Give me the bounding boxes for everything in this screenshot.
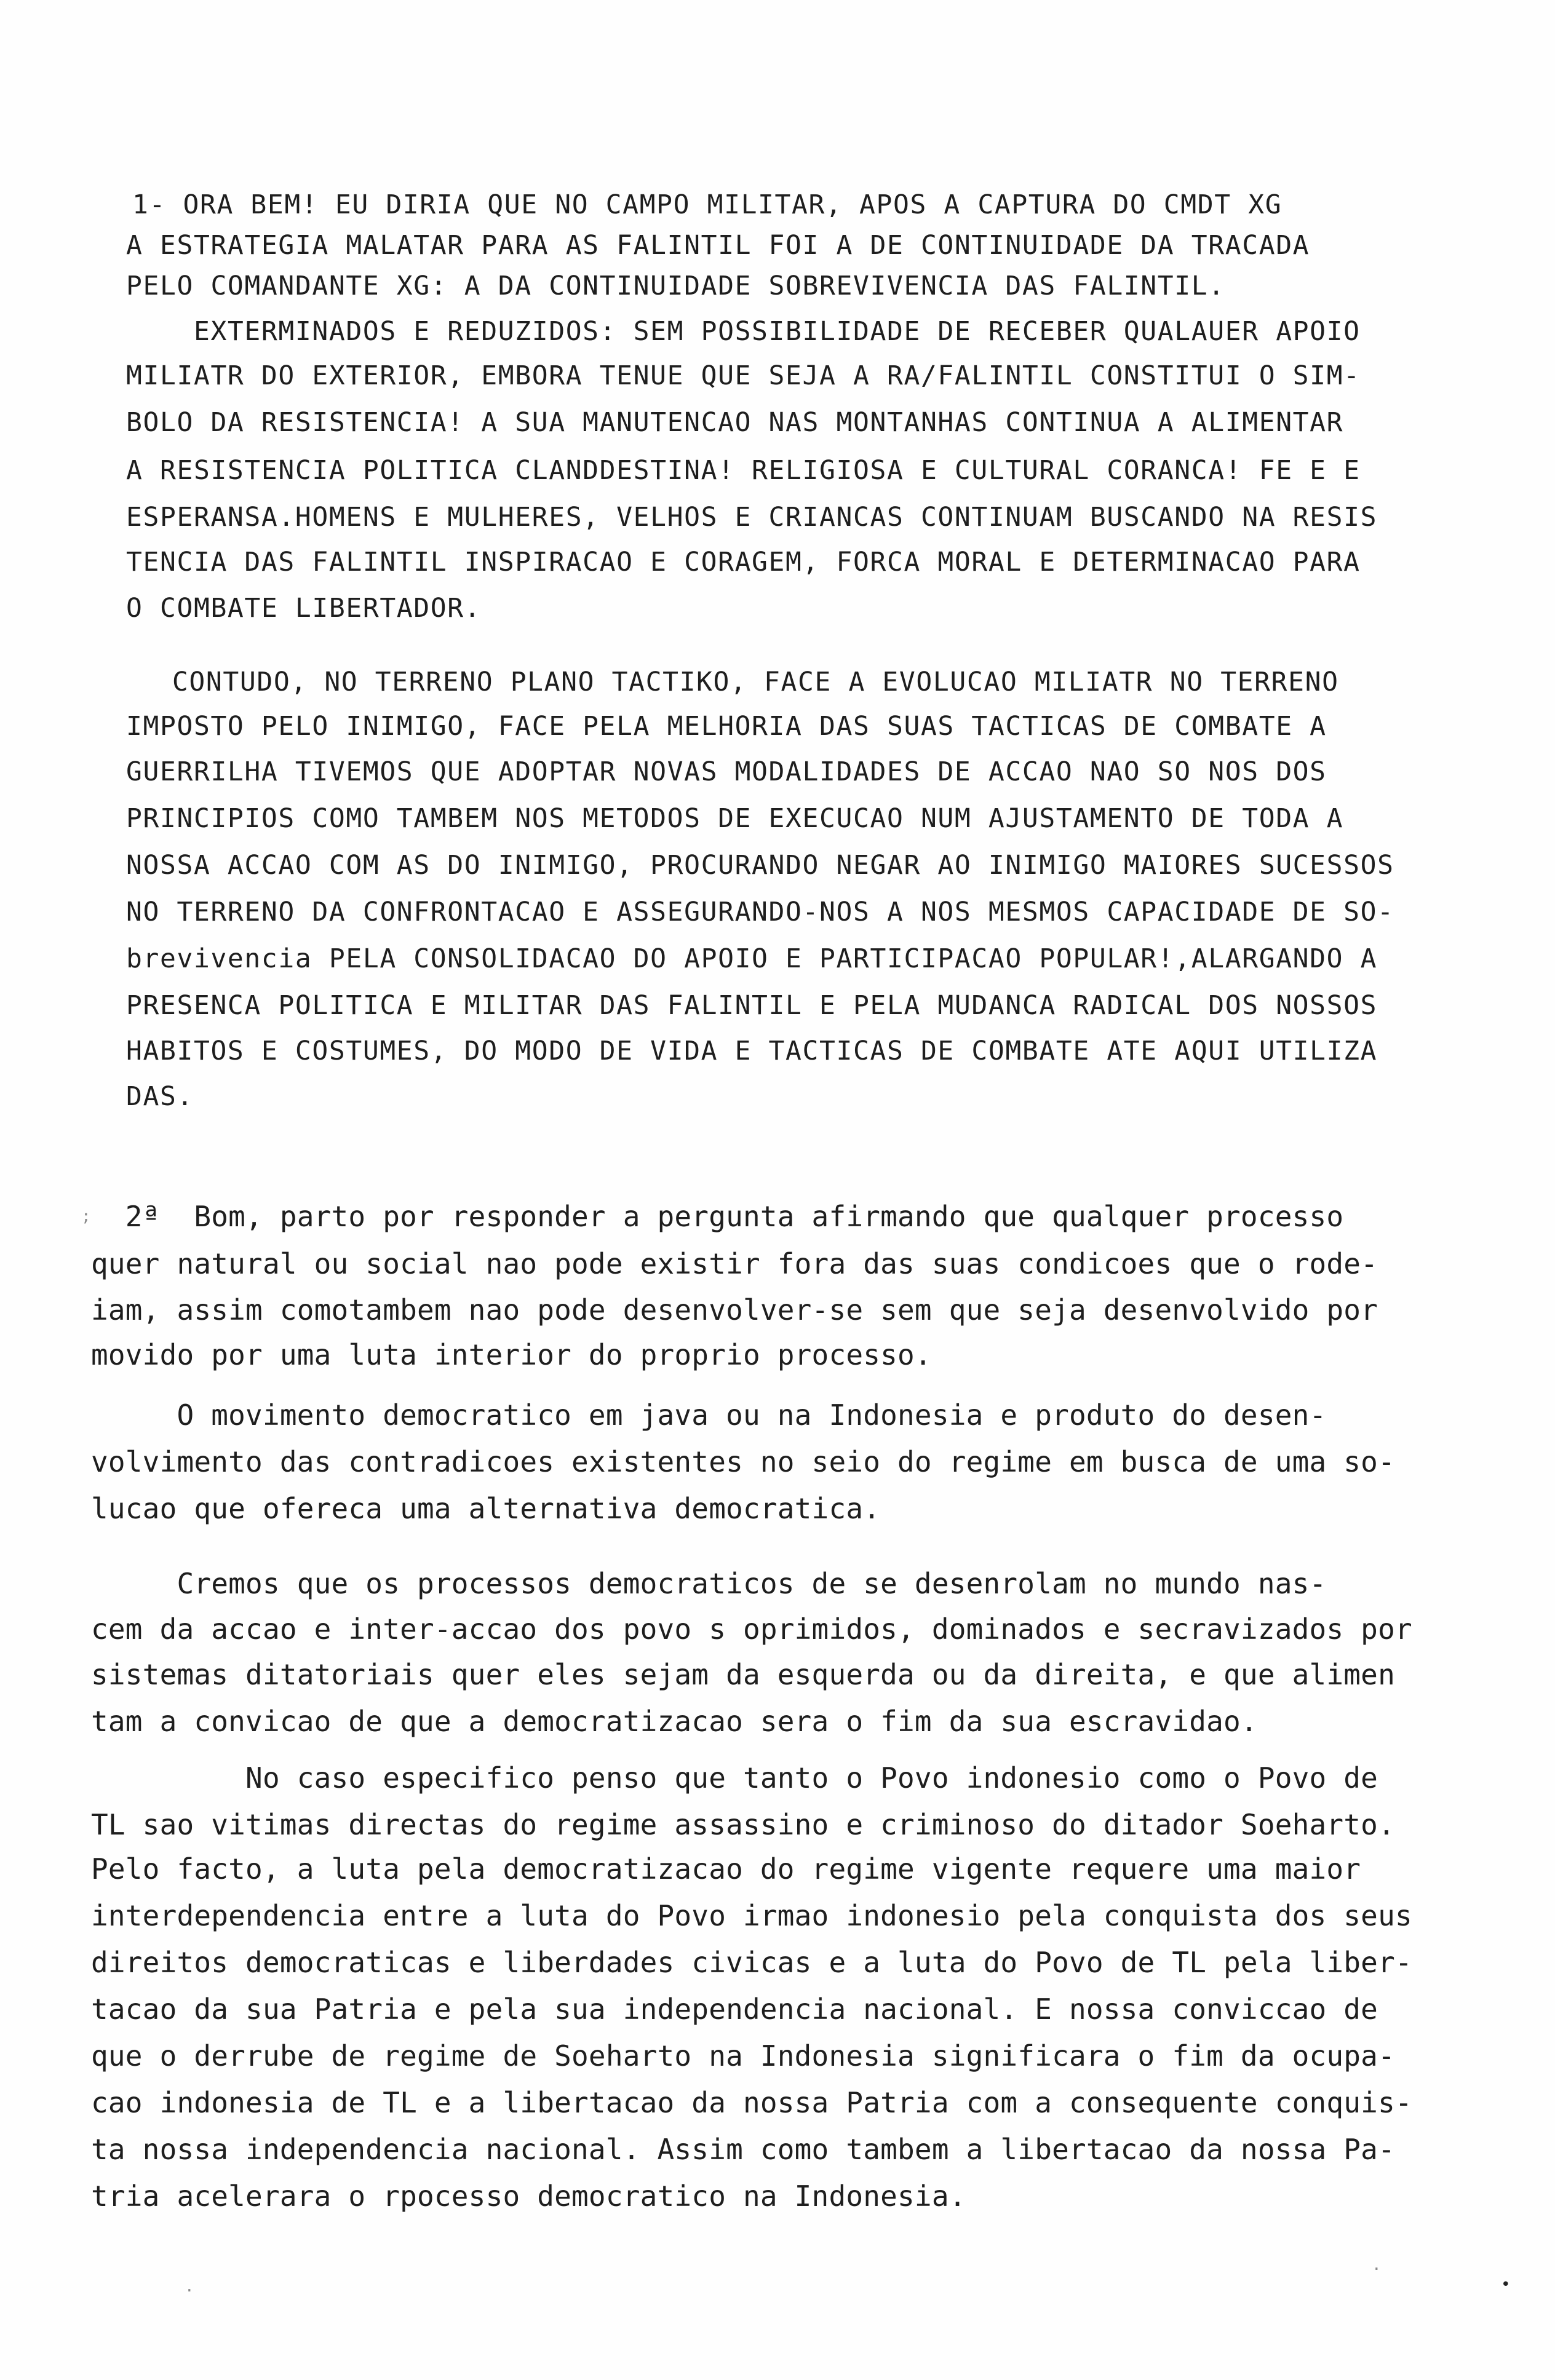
s1-p2-line-6: NO TERRENO DA CONFRONTACAO E ASSEGURANDO-NOS A NOS MESMOS CAPACIDADE DE SO- [126, 897, 1394, 927]
s2-p4-line-8: cao indonesia de TL e a libertacao da nossa Patria com a consequente conquis- [91, 2086, 1412, 2119]
s2-p1-line-1: 2ª Bom, parto por responder a pergunta afirmando que qualquer processo [91, 1200, 1344, 1233]
s2-p2-line-3: lucao que ofereca uma alternativa democratica. [91, 1492, 881, 1525]
s2-p2-line-2: volvimento das contradicoes existentes no seio do regime em busca de uma so- [91, 1445, 1395, 1478]
scan-speck: · [185, 2282, 194, 2300]
s1-line-5: MILIATR DO EXTERIOR, EMBORA TENUE QUE SEJA A RA/FALINTIL CONSTITUI O SIM- [126, 360, 1361, 391]
s2-p1-line-4: movido por uma luta interior do proprio processo. [91, 1338, 932, 1371]
s1-p2-line-10: DAS. [126, 1081, 194, 1112]
s1-p2-line-1: CONTUDO, NO TERRENO PLANO TACTIKO, FACE A EVOLUCAO MILIATR NO TERRENO [71, 667, 1339, 697]
s1-line-9: TENCIA DAS FALINTIL INSPIRACAO E CORAGEM, FORCA MORAL E DETERMINACAO PARA [126, 547, 1361, 577]
s1-line-8: ESPERANSA.HOMENS E MULHERES, VELHOS E CRIANCAS CONTINUAM BUSCANDO NA RESIS [126, 502, 1378, 533]
s2-p3-line-2: cem da accao e inter-accao dos povo s oprimidos, dominados e secravizados por [91, 1612, 1412, 1646]
s2-p2-line-1: O movimento democratico em java ou na Indonesia e produto do desen- [91, 1398, 1327, 1432]
s2-p1-line-2: quer natural ou social nao pode existir fora das suas condicoes que o rode- [91, 1247, 1378, 1280]
s1-line-2: A ESTRATEGIA MALATAR PARA AS FALINTIL FOI A DE CONTINUIDADE DA TRACADA [126, 230, 1310, 261]
s2-p4-line-10: tria acelerara o rpocesso democratico na Indonesia. [91, 2180, 966, 2213]
s1-p2-line-5: NOSSA ACCAO COM AS DO INIMIGO, PROCURANDO NEGAR AO INIMIGO MAIORES SUCESSOS [126, 850, 1394, 881]
s2-p4-line-5: direitos democraticas e liberdades civicas e a luta do Povo de TL pela liber- [91, 1946, 1412, 1979]
s1-p2-line-7: brevivencia PELA CONSOLIDACAO DO APOIO E PARTICIPACAO POPULAR!,ALARGANDO A [126, 943, 1378, 974]
s2-p3-line-3: sistemas ditatoriais quer eles sejam da esquerda ou da direita, e que alimen [91, 1658, 1395, 1691]
s2-p4-line-3: Pelo facto, a luta pela democratizacao do regime vigente requere uma maior [91, 1852, 1361, 1886]
s1-p2-line-3: GUERRILHA TIVEMOS QUE ADOPTAR NOVAS MODALIDADES DE ACCAO NAO SO NOS DOS [126, 756, 1327, 787]
s2-p1-line-3: iam, assim comotambem nao pode desenvolver-se sem que seja desenvolvido por [91, 1293, 1378, 1327]
s1-p2-line-4: PRINCIPIOS COMO TAMBEM NOS METODOS DE EXECUCAO NUM AJUSTAMENTO DE TODA A [126, 803, 1344, 834]
s1-line-3: PELO COMANDANTE XG: A DA CONTINUIDADE SOBREVIVENCIA DAS FALINTIL. [126, 271, 1225, 301]
s1-line-7: A RESISTENCIA POLITICA CLANDDESTINA! RELIGIOSA E CULTURAL CORANCA! FE E E [126, 455, 1361, 486]
s1-line-6: BOLO DA RESISTENCIA! A SUA MANUTENCAO NAS MONTANHAS CONTINUA A ALIMENTAR [126, 407, 1344, 438]
s2-p4-line-9: ta nossa independencia nacional. Assim como tambem a libertacao da nossa Pa- [91, 2133, 1395, 2166]
s2-p4-line-6: tacao da sua Patria e pela sua independencia nacional. E nossa conviccao de [91, 1993, 1378, 2026]
s2-p3-line-1: Cremos que os processos democraticos de se desenrolam no mundo nas- [91, 1567, 1327, 1600]
s2-p3-line-4: tam a convicao de que a democratizacao sera o fim da sua escravidao. [91, 1705, 1258, 1738]
s2-p4-line-2: TL sao vitimas directas do regime assassino e criminoso do ditador Soeharto. [91, 1808, 1395, 1841]
scan-speck: • [1501, 2275, 1511, 2294]
s1-p2-line-8: PRESENCA POLITICA E MILITAR DAS FALINTIL E PELA MUDANCA RADICAL DOS NOSSOS [126, 990, 1378, 1021]
s2-p4-line-7: que o derrube de regime de Soeharto na Indonesia significara o fim da ocupa- [91, 2039, 1395, 2073]
s1-line-10: O COMBATE LIBERTADOR. [126, 593, 482, 624]
scan-speck: · [1372, 2260, 1382, 2279]
stray-mark: ; [81, 1207, 91, 1226]
s1-line-1: 1- ORA BEM! EU DIRIA QUE NO CAMPO MILITAR, APOS A CAPTURA DO CMDT XG [132, 189, 1283, 220]
s1-line-4: EXTERMINADOS E REDUZIDOS: SEM POSSIBILIDADE DE RECEBER QUALAUER APOIO [126, 316, 1361, 347]
s1-p2-line-2: IMPOSTO PELO INIMIGO, FACE PELA MELHORIA DAS SUAS TACTICAS DE COMBATE A [126, 711, 1327, 742]
s1-p2-line-9: HABITOS E COSTUMES, DO MODO DE VIDA E TACTICAS DE COMBATE ATE AQUI UTILIZA [126, 1036, 1378, 1066]
s2-p4-line-4: interdependencia entre a luta do Povo irmao indonesio pela conquista dos seus [91, 1899, 1412, 1932]
s2-p4-line-1: No caso especifico penso que tanto o Povo indonesio como o Povo de [91, 1761, 1378, 1795]
